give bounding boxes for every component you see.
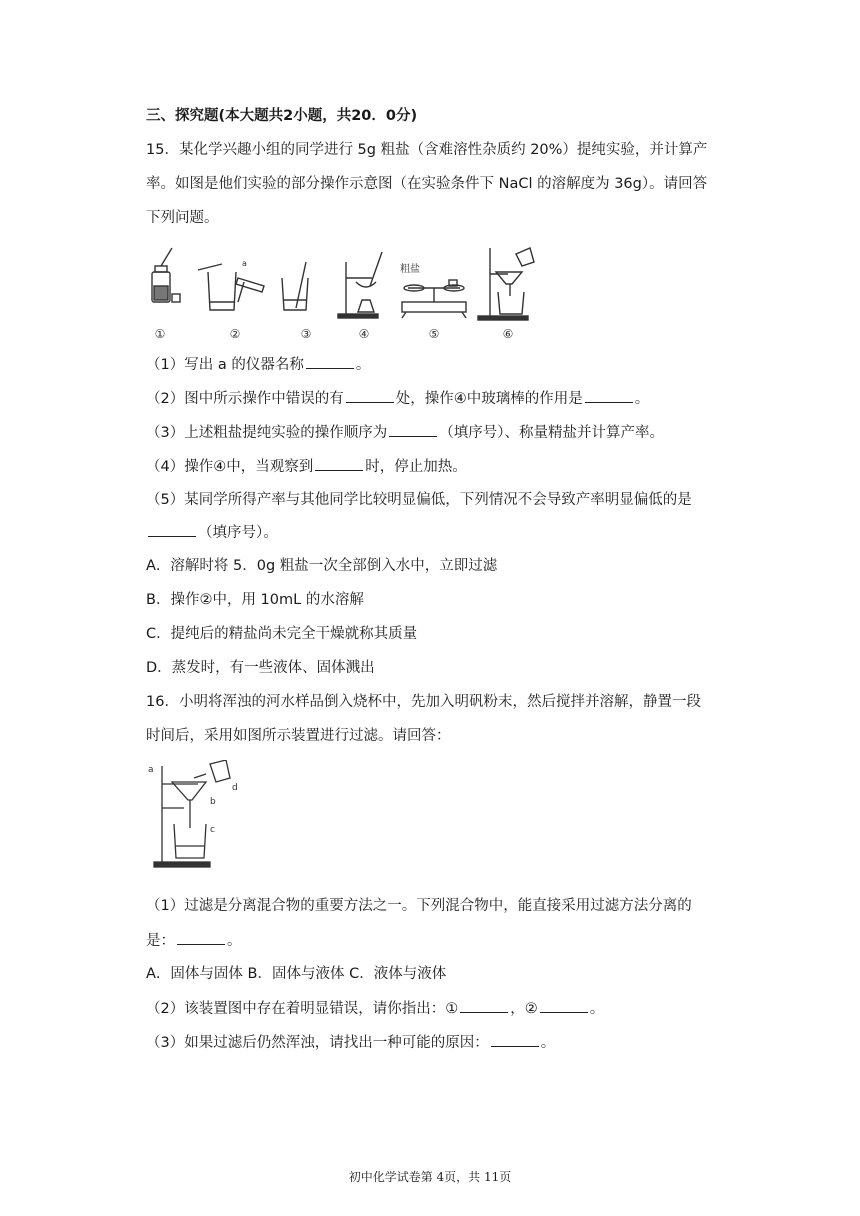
q15-sub5-blank[interactable] <box>148 522 196 537</box>
q15-sub4-text: （4）操作④中，当观察到 <box>146 459 314 475</box>
q16-sub2-blank1[interactable] <box>460 998 508 1013</box>
q15-sub4-blank[interactable] <box>315 456 363 471</box>
q15-sub3-blank[interactable] <box>389 422 437 437</box>
q16-sub3-end: 。 <box>540 1035 556 1051</box>
q15-sub1 <box>146 354 370 375</box>
q16-sub2-text: （2）该装置图中存在着明显错误，请你指出：① <box>146 1001 459 1017</box>
q16-filter-apparatus-figure <box>146 760 246 872</box>
section-header: 三、探究题(本大题共2小题，共20．0分) <box>146 108 418 124</box>
q15-sub2-blank1[interactable] <box>346 388 394 403</box>
q16-sub3 <box>146 1032 555 1053</box>
q16-sub3-blank[interactable] <box>491 1032 539 1047</box>
q15-fig-num-6: ⑥ <box>502 327 514 341</box>
q15-sub1-blank[interactable] <box>306 354 354 369</box>
q16-sub2 <box>146 998 604 1019</box>
q16-sub2-end: 。 <box>589 1001 605 1017</box>
q15-stem-line2: 率。如图是他们实验的部分操作示意图（在实验条件下 NaCl 的溶解度为 36g）。请回答 <box>146 176 708 192</box>
q15-sub3-end: （填序号）、称量精盐并计算产率。 <box>439 425 664 441</box>
op5-balance-icon <box>402 280 466 318</box>
q15-stem-line3: 下列问题。 <box>146 210 219 226</box>
q16-fig-label-c: c <box>210 825 215 835</box>
q15-sub2-mid: 处，操作④中玻璃棒的作用是 <box>395 391 583 407</box>
q15-fig-label-a: a <box>242 259 247 268</box>
page-footer: 初中化学试卷第 4页，共 11页 <box>348 1170 512 1184</box>
q15-fig-num-2: ② <box>229 327 241 341</box>
op3-stir-icon <box>282 262 308 310</box>
q16-fig-label-d: d <box>232 783 238 793</box>
q15-sub2 <box>146 388 649 409</box>
op6-filter-icon <box>478 248 534 320</box>
q16-sub3-text: （3）如果过滤后仍然浑浊，请找出一种可能的原因： <box>146 1035 489 1051</box>
q15-sub2-text: （2）图中所示操作中错误的有 <box>146 391 344 407</box>
q15-sub2-blank2[interactable] <box>585 388 633 403</box>
q16-fig-label-a: a <box>148 765 154 775</box>
q15-sub1-text: （1）写出 a 的仪器名称 <box>146 357 304 373</box>
q15-sub4 <box>146 456 467 477</box>
q15-sub4-end: 时，停止加热。 <box>365 459 467 475</box>
q16-stem-line2: 时间后，采用如图所示装置进行过滤。请回答： <box>146 728 451 744</box>
q16-sub1-line1: （1）过滤是分离混合物的重要方法之一。下列混合物中，能直接采用过滤方法分离的 <box>146 898 692 914</box>
q15-fig-num-3: ③ <box>300 327 312 341</box>
q16-fig-label-b: b <box>210 797 216 807</box>
q15-sub5-line1: （5）某同学所得产率与其他同学比较明显偏低，下列情况不会导致产率明显偏低的是 <box>146 492 692 508</box>
q15-operations-figure <box>146 242 536 342</box>
q15-sub2-end: 。 <box>634 391 650 407</box>
q15-fig-num-5: ⑤ <box>428 327 440 341</box>
q16-stem-line1: 16．小明将浑浊的河水样品倒入烧杯中，先加入明矾粉末，然后搅拌并溶解，静置一段 <box>146 694 701 710</box>
q16-sub2-mid: ，② <box>510 1001 538 1017</box>
op2-dissolve-icon <box>198 264 264 310</box>
q16-sub1-text: 是： <box>146 933 175 949</box>
q15-sub1-end: 。 <box>355 357 371 373</box>
q16-sub1-blank[interactable] <box>177 930 225 945</box>
op1-bottle-icon <box>152 248 180 302</box>
q16-sub1-line2 <box>146 930 242 951</box>
q16-options: A．固体与固体 B．固体与液体 C．液体与液体 <box>146 966 447 982</box>
q16-sub1-end: 。 <box>227 933 242 949</box>
q15-option-a: A．溶解时将 5．0g 粗盐一次全部倒入水中，立即过滤 <box>146 558 498 574</box>
op4-evaporate-icon <box>338 252 382 318</box>
q15-fig-num-1: ① <box>154 327 166 341</box>
q15-sub5-end: （填序号）。 <box>198 525 278 541</box>
q15-sub3 <box>146 422 664 443</box>
q15-option-d: D．蒸发时，有一些液体、固体溅出 <box>146 660 375 676</box>
q15-option-b: B．操作②中，用 10mL 的水溶解 <box>146 592 364 608</box>
q15-fig-num-4: ④ <box>358 327 370 341</box>
q15-sub5-line2 <box>146 522 278 543</box>
q15-fig-label-salt: 粗盐 <box>400 264 420 275</box>
q15-option-c: C．提纯后的精盐尚未完全干燥就称其质量 <box>146 626 418 642</box>
q15-sub3-text: （3）上述粗盐提纯实验的操作顺序为 <box>146 425 388 441</box>
q15-stem-line1: 15．某化学兴趣小组的同学进行 5g 粗盐（含难溶性杂质约 20%）提纯实验，并计算产 <box>146 142 708 158</box>
q16-sub2-blank2[interactable] <box>540 998 588 1013</box>
